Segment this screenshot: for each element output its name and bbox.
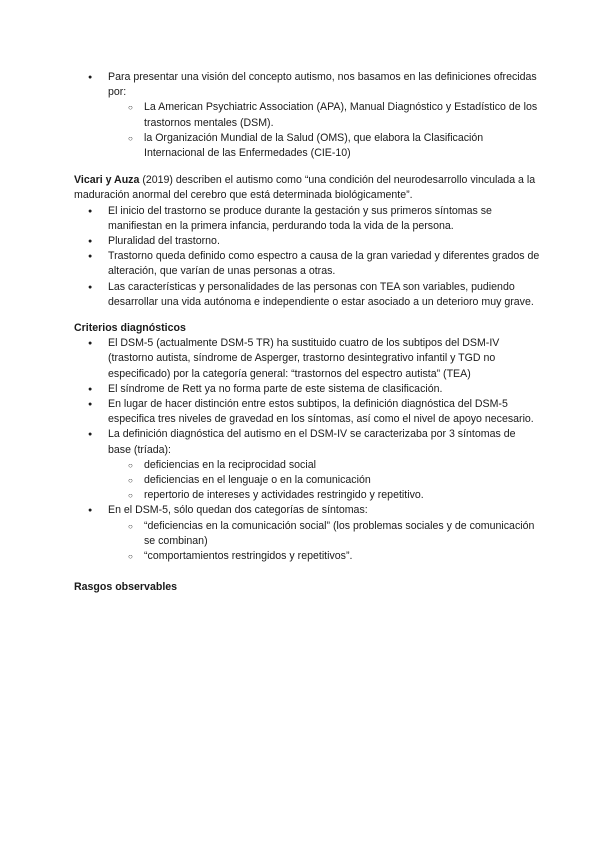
sublist-item: ○ deficiencias en el lenguaje o en la comunicación — [108, 473, 540, 488]
list-item: ● El DSM-5 (actualmente DSM-5 TR) ha sustituido cuatro de los subtipos del DSM-IV (trastorno autista, síndrome de Asperger, trastorno desintegrativo infantil y TGD no especificado) por la categoría general: “trastornos del espectro autista” (TEA) — [74, 336, 540, 382]
sublist-item: ○ “deficiencias en la comunicación social” (los problemas sociales y de comunicación se combinan) — [108, 519, 540, 549]
vicari-paragraph — [74, 173, 540, 203]
vicari-text: (2019) describen el autismo como “una condición del neurodesarrollo vinculada a la maduración anormal del cerebro que está determinada biológicamente”. — [74, 174, 536, 202]
intro-list — [74, 70, 540, 161]
list-item: ● Trastorno queda definido como espectro a causa de la gran variedad y diferentes grados de alteración, que varían de unas personas a otras. — [74, 249, 540, 279]
dsm5-sublist — [108, 519, 540, 565]
list-item-text: La definición diagnóstica del autismo en el DSM-IV se caracterizaba por 3 síntomas de base (tríada): — [108, 428, 516, 456]
list-item — [74, 70, 540, 161]
vicari-authors: Vicari y Auza — [74, 174, 140, 187]
list-item: ● En lugar de hacer distinción entre estos subtipos, la definición diagnóstica del DSM-5 especifica tres niveles de gravedad en los síntomas, así como el nivel de apoyo necesario. — [74, 397, 540, 427]
rasgos-heading: Rasgos observables — [74, 581, 178, 594]
sublist-item: ○ la Organización Mundial de la Salud (OMS), que elabora la Clasificación Internacional de las Enfermedades (CIE-10) — [108, 131, 540, 161]
sublist-item: ○ deficiencias en la reciprocidad social — [108, 458, 540, 473]
list-item: ● El síndrome de Rett ya no forma parte de este sistema de clasificación. — [74, 382, 540, 397]
intro-sublist — [108, 100, 540, 161]
triada-sublist — [108, 458, 540, 504]
sublist-item: ○ repertorio de intereses y actividades restringido y repetitivo. — [108, 488, 540, 503]
list-item-text: En el DSM-5, sólo quedan dos categorías de síntomas: — [108, 504, 368, 517]
sublist-item: ○ La American Psychiatric Association (APA), Manual Diagnóstico y Estadístico de los trastornos mentales (DSM). — [108, 100, 540, 130]
criterios-heading: Criterios diagnósticos — [74, 322, 186, 335]
list-item: ● Las características y personalidades de las personas con TEA son variables, pudiendo desarrollar una vida autónoma e independiente o estar asociado a un deterioro muy grave. — [74, 280, 540, 310]
sublist-item: ○ “comportamientos restringidos y repetitivos”. — [108, 549, 540, 564]
list-item-text: Para presentar una visión del concepto autismo, nos basamos en las definiciones ofrecidas por: — [108, 71, 537, 99]
criterios-list — [74, 336, 540, 564]
list-item — [74, 503, 540, 564]
list-item: ● Pluralidad del trastorno. — [74, 234, 540, 249]
list-item — [74, 427, 540, 503]
vicari-list — [74, 204, 540, 310]
list-item: ● El inicio del trastorno se produce durante la gestación y sus primeros síntomas se manifiestan en la primera infancia, perdurando toda la vida de la persona. — [74, 204, 540, 234]
